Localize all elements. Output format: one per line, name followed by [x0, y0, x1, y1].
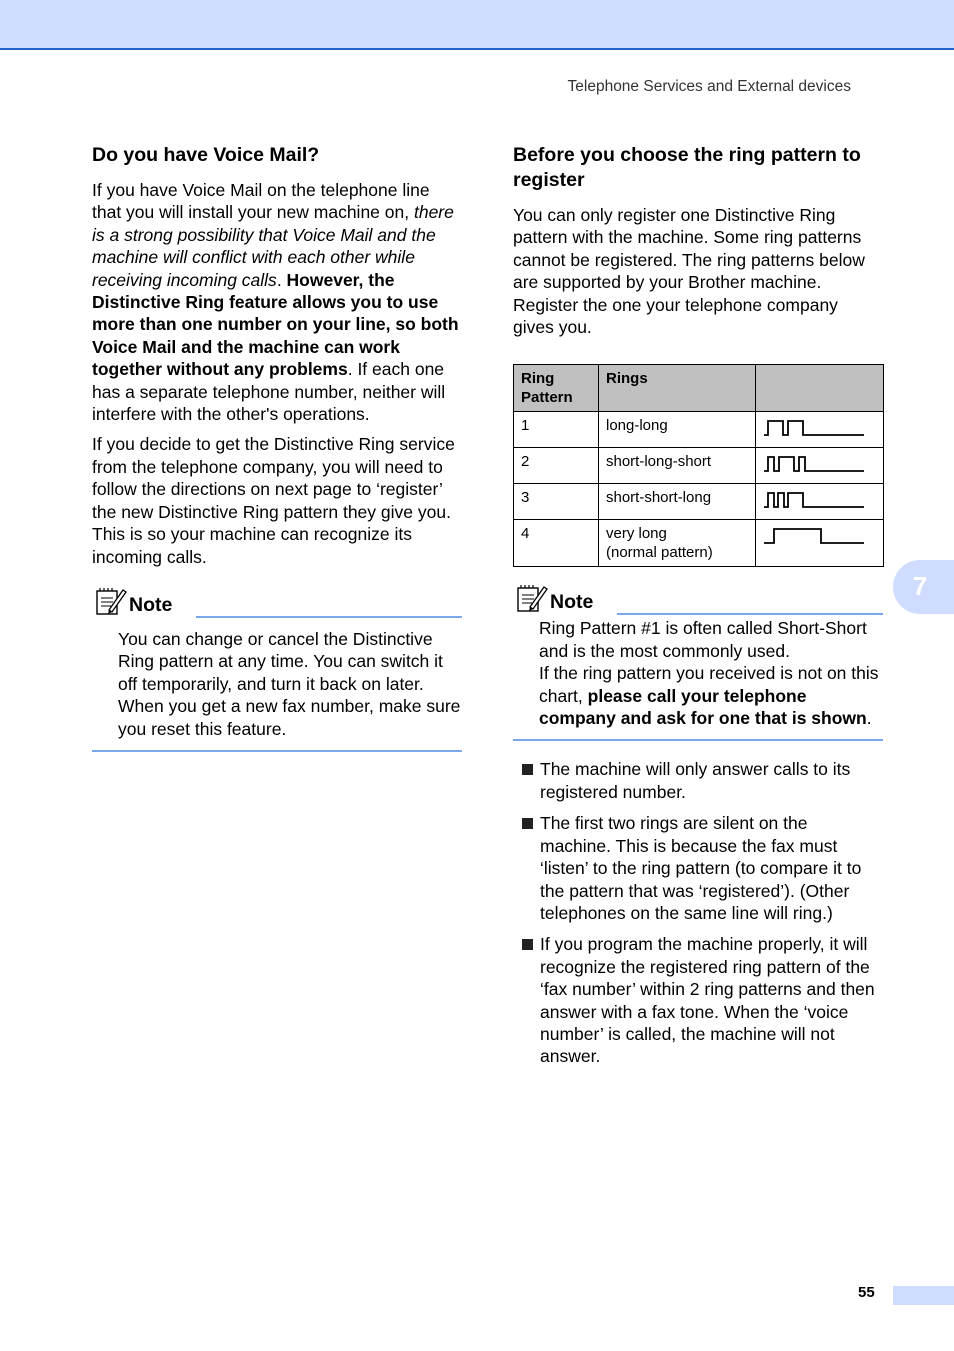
page-number: 55 [858, 1284, 875, 1301]
bullet-square-icon [522, 764, 533, 775]
text-run: If you have Voice Mail on the telephone line that you will install your new machine on, [92, 180, 430, 223]
pattern-number: 3 [514, 484, 599, 520]
pattern-number: 2 [514, 448, 599, 484]
rings-description: short-long-short [599, 448, 756, 484]
note-bottom-rule [513, 739, 883, 741]
note-rule [617, 613, 883, 615]
text-run: . If each one has a separate telephone number, neither will interfere with the other's operations. [92, 359, 446, 425]
table-header-cell: Ring Pattern [514, 365, 599, 412]
text-run: If the ring pattern you received is not on this chart, [539, 663, 879, 706]
rings-text: very long [606, 525, 667, 543]
voice-mail-paragraph-1 [92, 179, 462, 425]
note-rule [196, 616, 462, 618]
bullet-square-icon [522, 818, 533, 829]
note-text [539, 617, 883, 729]
text-run: . [276, 269, 287, 290]
note-title: Note [129, 593, 173, 616]
ring-waveform-cell [756, 484, 884, 520]
bullet-text: The first two rings are silent on the machine. This is because the fax must ‘listen’ to the ring pattern (to compare it to the pattern that was ‘registered’). (Other telephones on the same line will ring.) [540, 813, 862, 923]
table-row [514, 520, 884, 567]
note-box-left [92, 582, 462, 752]
note-pencil-icon [516, 583, 548, 613]
ring-waveform-short-short-long [764, 489, 866, 509]
ring-waveform-very-long [764, 525, 866, 545]
bold-text-run: please call your telephone company and ask for one that is shown [539, 685, 867, 729]
bullet-text: If you program the machine properly, it will recognize the registered ring pattern of the ‘fax number’ within 2 ring patterns and then answer with a fax tone. When the ‘voice number’ is called, the machine will not answer. [540, 934, 875, 1067]
table-header-row [514, 365, 884, 412]
note-pencil-icon [95, 586, 127, 616]
voice-mail-paragraph-2: If you decide to get the Distinctive Ring service from the telephone company, you will need to follow the directions on next page to ‘register’ the new Distinctive Ring pattern they give you. This is so your machine can recognize its incoming calls. [92, 434, 455, 567]
table-row [514, 484, 884, 520]
table-row [514, 448, 884, 484]
section-heading-ring-pattern: Before you choose the ring pattern to register [513, 144, 861, 191]
ring-waveform-cell [756, 448, 884, 484]
rings-description: long-long [599, 412, 756, 448]
ring-waveform-cell [756, 520, 884, 567]
header-band [0, 0, 954, 50]
rings-note: (normal pattern) [606, 544, 713, 562]
left-column [92, 143, 462, 752]
chapter-number: 7 [912, 571, 928, 601]
ring-pattern-paragraph: You can only register one Distinctive Ring pattern with the machine. Some ring patterns cannot be registered. The ring patterns below are supported by your Brother machine. Register the one your telephone company gives you. [513, 205, 865, 338]
table-row [514, 412, 884, 448]
pattern-number: 1 [514, 412, 599, 448]
note-header [92, 582, 462, 616]
bold-text-run: However, the Distinctive Ring feature allows you to use more than one number on your line, so both Voice Mail and the machine can work together without any problems [92, 269, 459, 380]
note-bottom-rule [92, 750, 462, 752]
table-header-cell [756, 365, 884, 412]
list-item [513, 933, 883, 1067]
pattern-number: 4 [514, 520, 599, 567]
ring-waveform-short-long-short [764, 453, 866, 473]
italic-text-run: there is a strong possibility that Voice Mail and the machine will conflict with each other while receiving incoming calls [92, 202, 454, 290]
rings-description [599, 520, 756, 567]
ring-pattern-table [513, 364, 884, 567]
right-column [513, 143, 883, 1077]
bullet-text: The machine will only answer calls to its registered number. [540, 759, 851, 802]
text-run: Ring Pattern #1 is often called Short-Short and is the most commonly used. [539, 618, 867, 661]
table-header-cell: Rings [599, 365, 756, 412]
list-item [513, 758, 883, 803]
section-heading-voice-mail: Do you have Voice Mail? [92, 144, 320, 166]
note-title: Note [550, 591, 594, 614]
text-run: . [866, 708, 872, 729]
note-header [513, 579, 883, 613]
running-head: Telephone Services and External devices [567, 78, 851, 95]
ring-waveform-long-long [764, 417, 866, 437]
bullet-square-icon [522, 939, 533, 950]
page-number-tab [893, 1286, 954, 1305]
note-text: You can change or cancel the Distinctive Ring pattern at any time. You can switch it off temporarily, and turn it back on later. When you get a new fax number, make sure you reset this feature. [118, 628, 461, 739]
bullet-list [513, 758, 883, 1067]
rings-description: short-short-long [599, 484, 756, 520]
ring-waveform-cell [756, 412, 884, 448]
list-item [513, 812, 883, 924]
note-box-right [513, 579, 883, 741]
